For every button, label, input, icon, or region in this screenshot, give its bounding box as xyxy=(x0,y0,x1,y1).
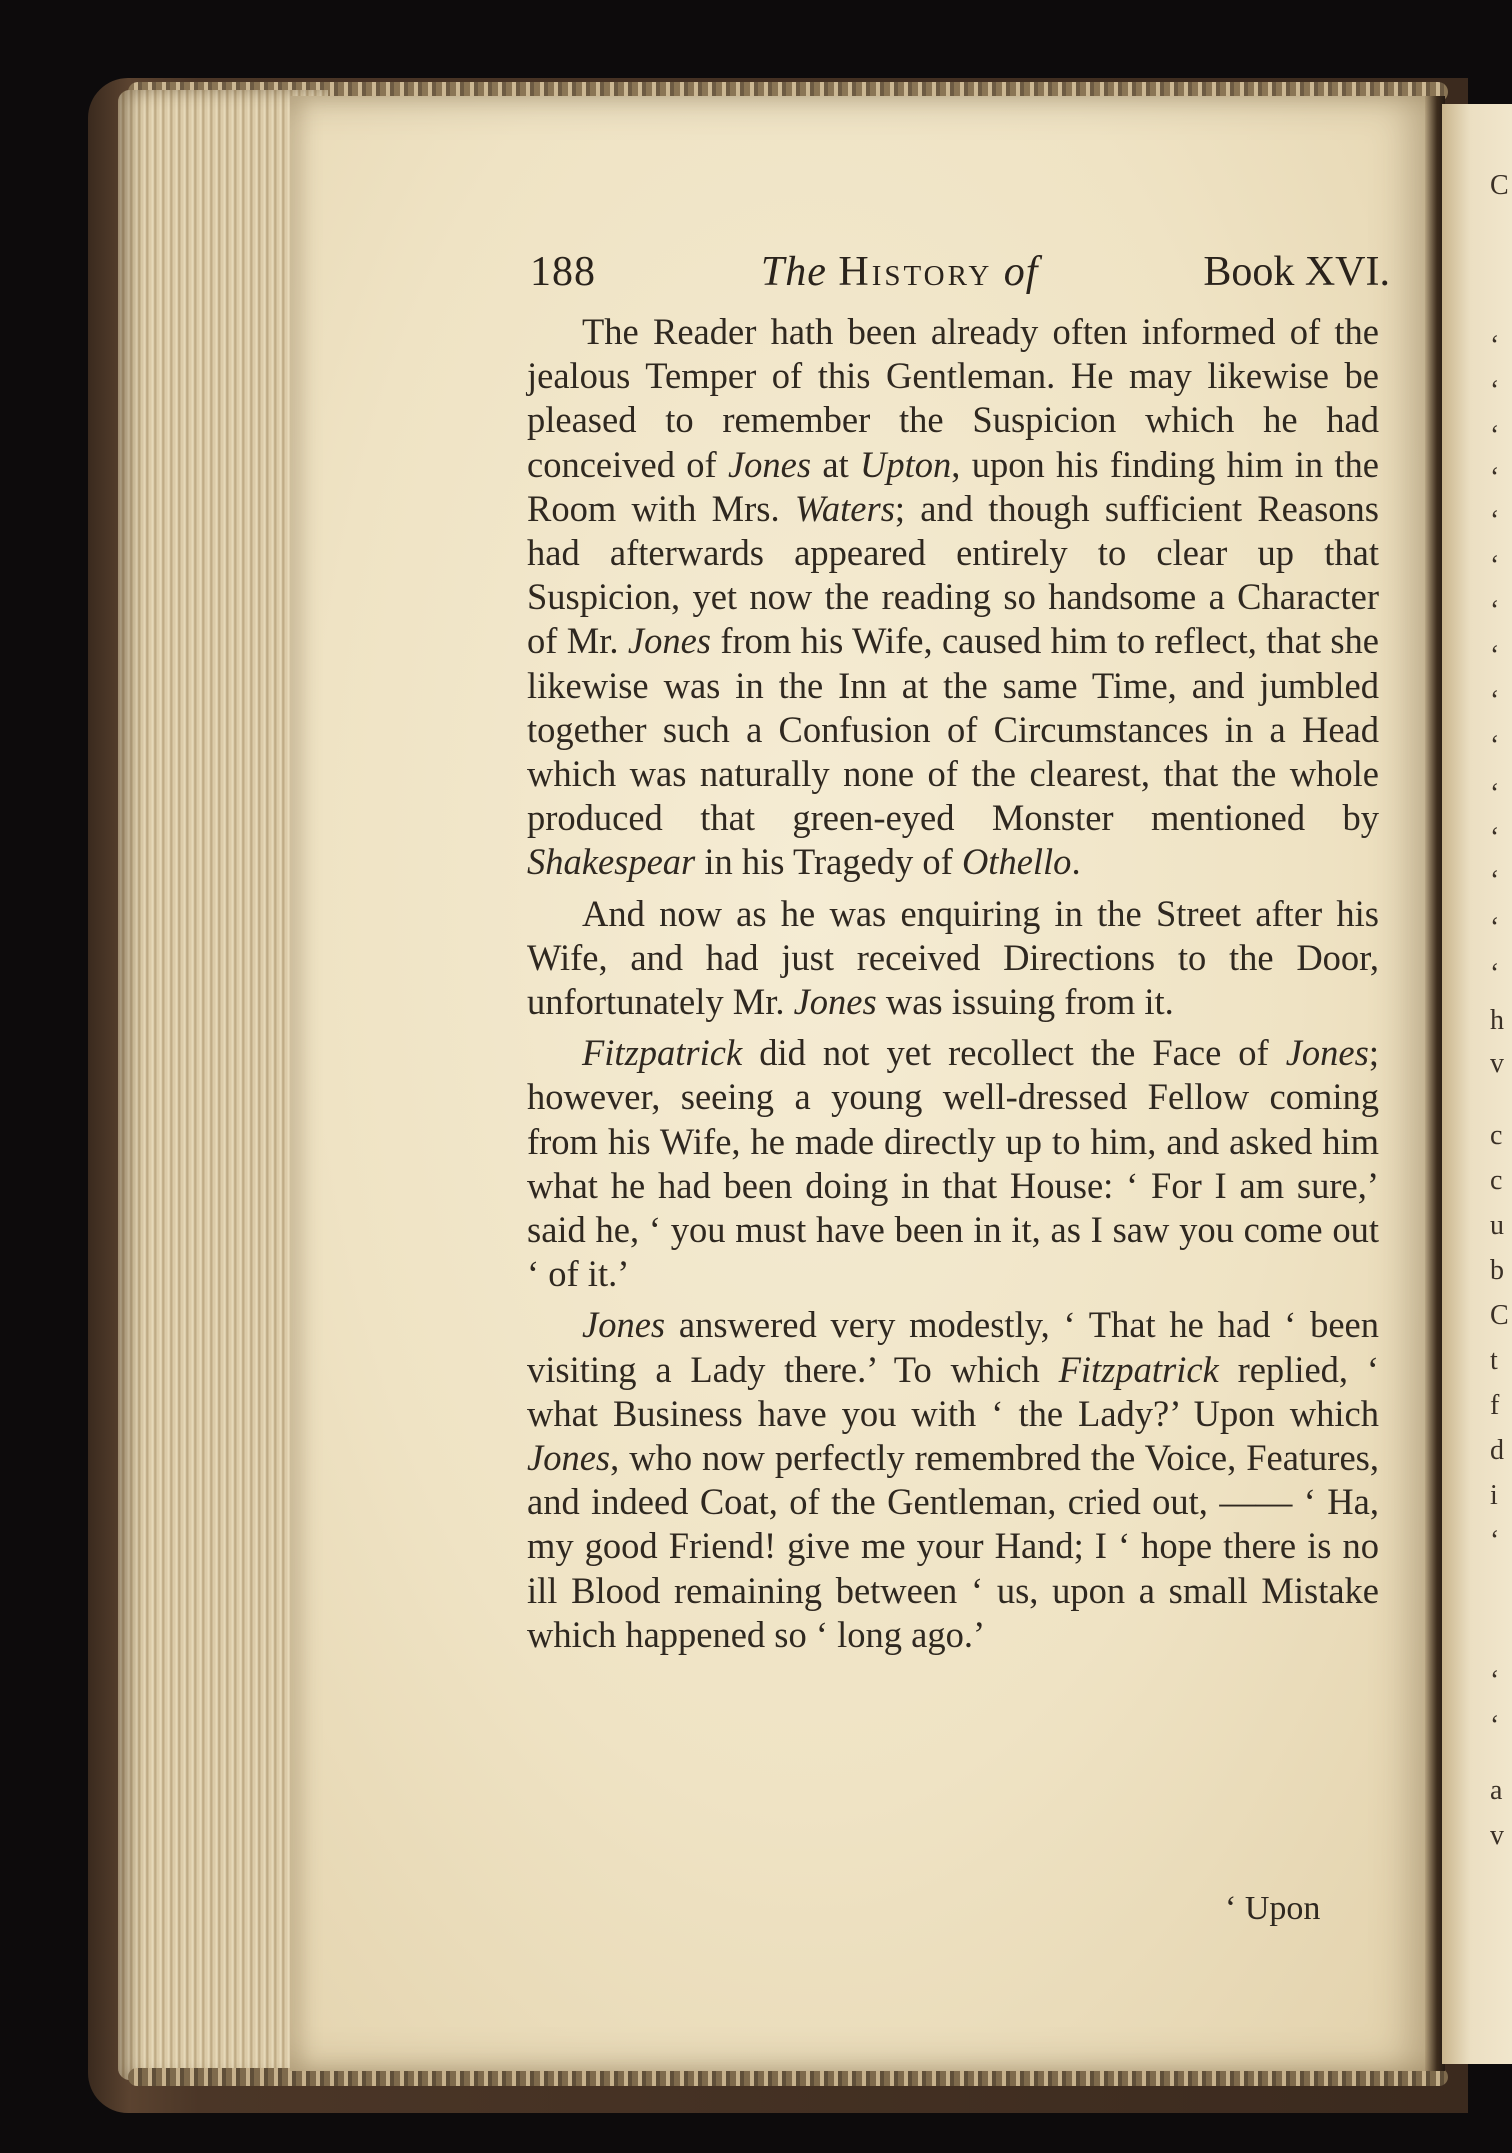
text-run: ; however, seeing a young well-dressed Fellow coming from his Wife, he made directly up to him, and asked him what he had been doing in that House: ‘ For I am sure,’ said he, ‘ you must have been in it, as I saw you come out ‘ of it.’ xyxy=(527,1032,1379,1295)
right-page-fragment: ‘ xyxy=(1490,1525,1500,1556)
right-page-fragment: ‘ xyxy=(1490,330,1500,361)
text-run: was issuing from it. xyxy=(876,981,1174,1023)
italic-run: Shakespear xyxy=(527,841,696,883)
italic-run: Fitzpatrick xyxy=(582,1032,743,1074)
text-run: . xyxy=(1071,841,1081,883)
right-page-fragment: ‘ xyxy=(1490,595,1500,626)
paragraph xyxy=(527,310,1379,885)
paragraph xyxy=(527,1303,1379,1657)
right-page-fragment: ‘ xyxy=(1490,1665,1500,1696)
page-number: 188 xyxy=(530,249,596,295)
right-page-fragment: C xyxy=(1490,170,1509,201)
catchword: ‘ Upon xyxy=(1225,1890,1321,1927)
right-page-fragment: v xyxy=(1490,1820,1504,1851)
right-page-fragment: ‘ xyxy=(1490,375,1500,406)
right-page-fragment: b xyxy=(1490,1255,1504,1286)
right-page-fragment: u xyxy=(1490,1210,1504,1241)
text-run: answered very modestly, ‘ That he had ‘ been visiting a Lady there.’ To which xyxy=(527,1304,1379,1390)
paragraph xyxy=(527,1031,1379,1296)
italic-run: Jones xyxy=(793,981,877,1023)
right-page-fragment: ‘ xyxy=(1490,420,1500,451)
right-page-fragment: ‘ xyxy=(1490,550,1500,581)
right-page-fragment: C xyxy=(1490,1300,1509,1331)
text-run: replied, ‘ what Business have you with ‘ the Lady?’ Upon which xyxy=(527,1348,1379,1434)
running-title-the: The xyxy=(760,249,827,295)
right-page-fragment: ‘ xyxy=(1490,730,1500,761)
right-page-fragment: ‘ xyxy=(1490,505,1500,536)
right-page-fragment: f xyxy=(1490,1390,1500,1421)
right-page-fragment: ‘ xyxy=(1490,462,1500,493)
right-page-fragment: ‘ xyxy=(1490,912,1500,943)
right-page-fragment: ‘ xyxy=(1490,1710,1500,1741)
right-page-fragment: a xyxy=(1490,1775,1503,1806)
italic-run: Upton xyxy=(860,443,952,485)
text-run: , who now perfectly remembred the Voice, Features, and indeed Coat, of the Gentleman, cried out, —— ‘ Ha, my good Friend! give me your Hand; I ‘ hope there is no ill Blood remaining between ‘ us, upon a small Mistake which happened so ‘ long ago.’ xyxy=(527,1437,1379,1655)
text-run: at xyxy=(811,443,861,485)
italic-run: Jones xyxy=(727,443,812,485)
text-run: from his Wife, caused him to reflect, that she likewise was in the Inn at the same Time, and jumbled together such a Confusion of Circumstances in a Head which was naturally none of the clearest, that the whole produced that green-eyed Monster mentioned by xyxy=(527,620,1380,839)
running-head xyxy=(530,248,1390,308)
right-page-fragment: i xyxy=(1490,1480,1498,1511)
book-label: Book XVI. xyxy=(1203,249,1390,295)
right-page-fragment: v xyxy=(1490,1048,1504,1079)
text-run: did not yet recollect the Face of xyxy=(742,1032,1286,1074)
right-page-fragment: ‘ xyxy=(1490,958,1500,989)
text-run: , upon his finding him in the Room with Mrs. xyxy=(527,443,1379,529)
right-page-fragment: h xyxy=(1490,1005,1504,1036)
italic-run: Jones xyxy=(527,1437,611,1479)
right-page-fragment: ‘ xyxy=(1490,822,1500,853)
right-page-fragment: ‘ xyxy=(1490,778,1500,809)
right-page-fragment: c xyxy=(1490,1120,1503,1151)
italic-run: Othello xyxy=(961,841,1072,883)
text-run: in his Tragedy of xyxy=(695,841,962,883)
text-run: And now as he was enquiring in the Street after his Wife, and had just received Directions to the Door, unfortunately Mr. xyxy=(527,892,1379,1023)
running-title xyxy=(761,248,1039,296)
running-title-of: of xyxy=(1003,249,1039,295)
italic-run: Fitzpatrick xyxy=(1058,1348,1219,1390)
right-page-fragment: d xyxy=(1490,1435,1504,1466)
right-page-fragment: ‘ xyxy=(1490,865,1500,896)
running-title-history: History xyxy=(838,249,993,295)
text-run: ; and though sufficient Reasons had afterwards appeared entirely to clear up that Suspicion, yet now the reading so handsome a Character of Mr. xyxy=(527,487,1379,662)
body-text xyxy=(527,310,1379,1657)
paragraph xyxy=(527,892,1379,1025)
italic-run: Waters xyxy=(794,487,895,529)
right-page-fragment: ‘ xyxy=(1490,685,1500,716)
right-page-fragment: t xyxy=(1490,1345,1498,1376)
italic-run: Jones xyxy=(627,620,711,662)
right-page-fragment: c xyxy=(1490,1165,1503,1196)
italic-run: Jones xyxy=(1285,1032,1369,1074)
text-run: The Reader hath been already often informed of the jealous Temper of this Gentleman. He may likewise be pleased to remember the Suspicion which he had conceived of xyxy=(527,311,1379,485)
right-page-fragment: ‘ xyxy=(1490,640,1500,671)
italic-run: Jones xyxy=(582,1304,666,1346)
